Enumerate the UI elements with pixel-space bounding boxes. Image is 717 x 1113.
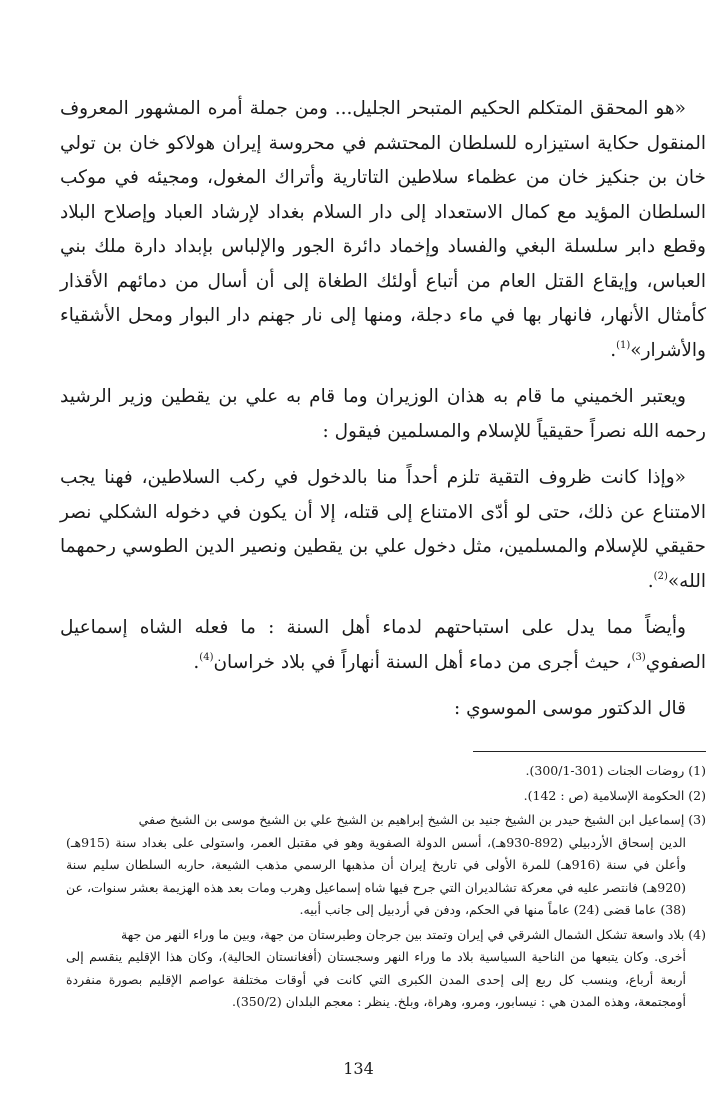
- footnote-4-continuation: أخرى. وكان يتبعها من الناحية السياسية بلاد ما وراء النهر وسجستان (أفغانستان الحالية)، وكان هذا الإقليم ينقسم إلى أربعة أرباع، وينسب كل ربع إلى إحدى المدن الكبرى التي كانت في أوقات مختلفة عواصم الإقليم بصورة منفردة أومجتمعة، وهذه المدن هي : نيسابور، ومرو، وهراة، وبلخ. ينظر : معجم البلدان (350/2).: [66, 949, 686, 1009]
- footnote-3: [66, 809, 706, 922]
- footnote-reference: (4): [199, 651, 214, 663]
- sentence-period: .: [193, 651, 200, 673]
- sentence-period: .: [610, 339, 617, 361]
- body-text: [60, 92, 706, 727]
- footnote-divider: [473, 751, 706, 752]
- paragraph-text: قال الدكتور موسى الموسوي :: [454, 698, 686, 719]
- paragraph-text: وأيضاً مما يدل على استباحتهم لدماء أهل السنة : ما فعله الشاه إسماعيل الصفوي: [60, 617, 706, 673]
- footnote-4: [66, 924, 706, 1014]
- paragraph-text: «هو المحقق المتكلم الحكيم المتبحر الجليل... ومن جملة أمره المشهور المعروف المنقول حكاية استيزاره للسلطان المحتشم في محروسة إيران هولاكو خان بن تولي خان بن جنكيز خان من عظماء سلاطين التاتارية وأتراك المغول، ومجيئه في موكب السلطان المؤيد مع كمال الاستعداد إلى دار السلام بغداد لإرشاد العباد وإصلاح البلاد وقطع دابر سلسلة البغي والفساد وإخماد دائرة الجور والإلباس بإبداد دارة ملك بني العباس، وإيقاع القتل العام من أتباع أولئك الطغاة إلى أن أسال من دمائهم الأقذار كأمثال الأنهار، فانهار بها في ماء دجلة، ومنها إلى نار جهنم دار البوار ومحل الأشقياء والأشرار»: [60, 98, 706, 361]
- footnote-3-first-line: (3) إسماعيل ابن الشيخ حيدر بن الشيخ جنيد بن الشيخ إبراهيم بن الشيخ علي بن الشيخ موسى بن الشيخ صفي: [138, 812, 706, 827]
- footnote-reference: (3): [631, 651, 646, 663]
- paragraph-text: ويعتبر الخميني ما قام به هذان الوزيران وما قام به علي بن يقطين وزير الرشيد رحمه الله نصراً حقيقياً للإسلام والمسلمين فيقول :: [60, 386, 706, 442]
- paragraph-ismail-safavi: [60, 611, 706, 680]
- paragraph-quote-taqiyya: [60, 461, 706, 599]
- footnote-2: (2) الحكومة الإسلامية (ص : 142).: [523, 787, 706, 803]
- paragraph-khomeini-view: [60, 380, 706, 449]
- footnote-4-first-line: (4) بلاد واسعة تشكل الشمال الشرقي في إيران وتمتد بين جرجان وطبرستان من جهة، وبين ما وراء النهر من جهة: [121, 926, 706, 942]
- paragraph-text: ، حيث أجرى من دماء أهل السنة أنهاراً في بلاد خراسان: [213, 651, 632, 673]
- paragraph-quote-tusi: [60, 92, 706, 368]
- page-number: 134: [343, 1059, 374, 1078]
- footnote-reference: (2): [653, 570, 668, 582]
- footnote-reference: (1): [616, 339, 631, 351]
- sentence-period: .: [647, 570, 654, 592]
- paragraph-text: «وإذا كانت ظروف التقية تلزم أحداً منا بالدخول في ركب السلاطين، فهنا يجب الامتناع عن ذلك، حتى لو أدّى الامتناع إلى قتله، إلا أن يكون في دخوله الشكلي نصر حقيقي للإسلام والمسلمين، مثل دخول علي بن يقطين ونصير الدين الطوسي رحمهما الله»: [60, 467, 706, 592]
- footnotes: [66, 760, 706, 1016]
- footnote-3-continuation: الدين إسحاق الأردبيلي (892-930هـ)، أسس الدولة الصفوية وهو في مقتبل العمر، واستولى على بغداد سنة (915هـ) وأعلن في سنة (916هـ) للمرة الأولى في تاريخ إيران أن مذهبها الرسمي مذهب الشيعة، حاربه السلطان سليم سنة (920هـ) فانتصر عليه في معركة تشالديران التي جرح فيها شاه إسماعيل وهرب ومات بعد هذه الهزيمة بعشر سنوات، عن (38) عاما قضى (24) عاماً منها في الحكم، ودفن في أردبيل إلى جانب أبيه.: [66, 834, 687, 917]
- footnote-1: (1) روضات الجنات (301-300/1).: [525, 763, 706, 778]
- paragraph-musawi-intro: [60, 692, 706, 727]
